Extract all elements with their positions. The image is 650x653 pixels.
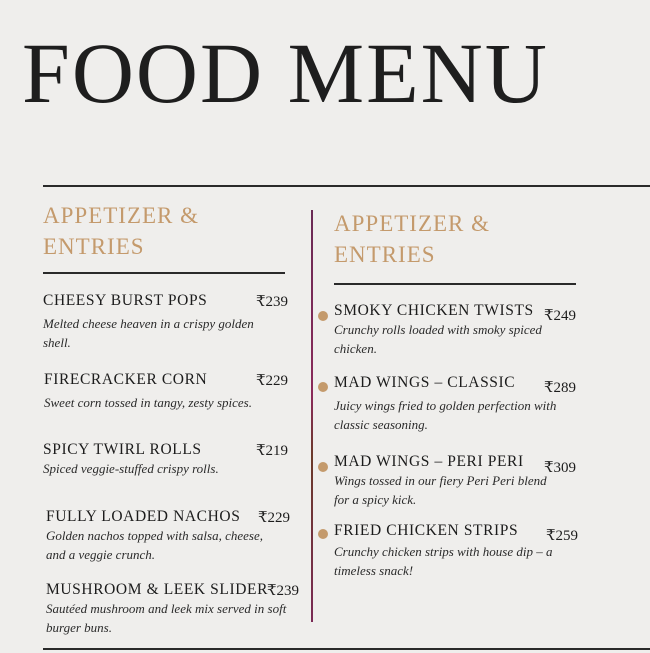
item-name: MAD WINGS – PERI PERI xyxy=(334,453,524,470)
item-price: ₹309 xyxy=(544,460,577,476)
item-name: FULLY LOADED NACHOS xyxy=(46,508,241,525)
item-description: Juicy wings fried to golden perfection with classic seasoning. xyxy=(334,398,557,432)
menu-item xyxy=(43,292,288,352)
menu-item xyxy=(43,441,288,478)
menu-item xyxy=(46,581,298,637)
item-description: Crunchy chicken strips with house dip – a timeless snack! xyxy=(334,544,553,578)
item-price: ₹229 xyxy=(258,510,291,526)
item-name: FIRECRACKER CORN xyxy=(44,371,208,388)
menu-item xyxy=(334,522,584,580)
item-price: ₹249 xyxy=(544,308,577,324)
top-rule xyxy=(43,185,650,187)
item-description: Spiced veggie-stuffed crispy rolls. xyxy=(43,461,219,476)
menu-item xyxy=(334,453,584,509)
left-heading-line1: APPETIZER & xyxy=(43,203,200,228)
left-section-heading xyxy=(43,200,199,262)
item-price: ₹219 xyxy=(256,443,289,459)
item-name: SPICY TWIRL ROLLS xyxy=(43,441,202,458)
item-description: Wings tossed in our fiery Peri Peri blend for a spicy kick. xyxy=(334,473,547,507)
menu-item xyxy=(44,371,289,412)
item-name: CHEESY BURST POPS xyxy=(43,292,208,309)
left-heading-line2: ENTRIES xyxy=(43,234,145,259)
right-heading-line1: APPETIZER & xyxy=(334,211,491,236)
right-section-heading xyxy=(334,208,490,270)
item-price: ₹239 xyxy=(267,583,300,599)
item-description: Sweet corn tossed in tangy, zesty spices. xyxy=(44,395,252,410)
bullet-dot xyxy=(318,462,328,472)
right-section-rule xyxy=(334,283,576,285)
left-section-rule xyxy=(43,272,285,274)
item-price: ₹259 xyxy=(546,528,579,544)
item-price: ₹289 xyxy=(544,380,577,396)
bottom-rule xyxy=(43,648,650,650)
item-description: Sautéed mushroom and leek mix served in soft burger buns. xyxy=(46,601,287,635)
item-name: SMOKY CHICKEN TWISTS xyxy=(334,302,534,319)
menu-title: FOOD MENU xyxy=(22,25,549,121)
bullet-dot xyxy=(318,382,328,392)
right-heading-line2: ENTRIES xyxy=(334,242,436,267)
column-divider xyxy=(311,210,313,622)
item-description: Crunchy rolls loaded with smoky spiced chicken. xyxy=(334,322,542,356)
item-price: ₹239 xyxy=(256,294,289,310)
menu-item xyxy=(46,508,291,564)
item-description: Golden nachos topped with salsa, cheese, and a veggie crunch. xyxy=(46,528,263,562)
menu-item xyxy=(334,302,584,358)
menu-item xyxy=(334,374,584,434)
bullet-dot xyxy=(318,529,328,539)
item-description: Melted cheese heaven in a crispy golden shell. xyxy=(43,316,254,350)
item-name: FRIED CHICKEN STRIPS xyxy=(334,522,519,539)
item-name: MAD WINGS – CLASSIC xyxy=(334,374,516,391)
item-name: MUSHROOM & LEEK SLIDER xyxy=(46,581,269,598)
item-price: ₹229 xyxy=(256,373,289,389)
bullet-dot xyxy=(318,311,328,321)
